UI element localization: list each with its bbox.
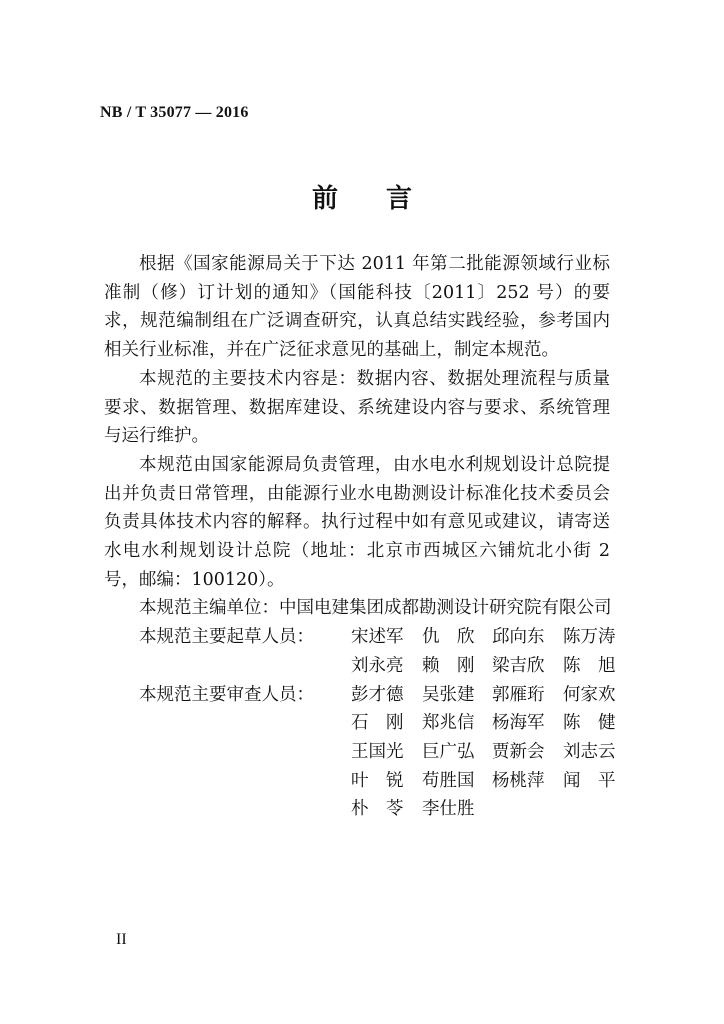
reviewer-name: 巨广弘 — [422, 741, 475, 762]
drafter-name: 刘永亮 — [351, 655, 404, 676]
page-number: II — [116, 931, 127, 948]
reviewer-name: 杨海军 — [492, 713, 545, 734]
standard-code: NB / T 35077 — 2016 — [100, 104, 249, 121]
reviewers-line-3 — [104, 738, 616, 767]
drafter-name: 赖 刚 — [422, 655, 475, 676]
reviewer-name: 闻 平 — [563, 770, 616, 791]
drafters-line-1 — [104, 623, 616, 652]
drafter-name: 仇 欣 — [422, 627, 475, 648]
chief-unit-label: 本规范主编单位： — [139, 598, 279, 619]
reviewer-name: 李仕胜 — [422, 799, 475, 820]
drafters-label: 本规范主要起草人员： — [139, 627, 314, 648]
paragraph-2: 本规范的主要技术内容是：数据内容、数据处理流程与质量要求、数据管理、数据库建设、系统建设内容与要求、系统管理与运行维护。 — [104, 368, 610, 447]
reviewers-line-4 — [104, 767, 616, 796]
reviewers-line-1 — [104, 681, 616, 710]
preface-body — [104, 250, 616, 824]
drafter-name: 宋述军 — [351, 627, 404, 648]
chief-unit-line — [104, 594, 610, 623]
reviewer-name: 贾新会 — [492, 741, 545, 762]
title-char-2: 言 — [386, 184, 413, 214]
reviewer-name: 刘志云 — [563, 741, 616, 762]
reviewer-name: 杨桃萍 — [492, 770, 545, 791]
reviewer-name: 彭才德 — [351, 684, 404, 705]
title-char-1: 前 — [311, 184, 338, 214]
reviewer-name: 吴张建 — [422, 684, 475, 705]
drafter-name: 陈万涛 — [563, 627, 616, 648]
reviewer-name: 郑兆信 — [422, 713, 475, 734]
reviewer-name: 王国光 — [351, 741, 404, 762]
reviewer-name: 苟胜国 — [422, 770, 475, 791]
paragraph-3: 本规范由国家能源局负责管理，由水电水利规划设计总院提出并负责日常管理，由能源行业水电勘测设计标准化技术委员会负责具体技术内容的解释。执行过程中如有意见或建议，请寄送水电水利规划设计总院（地址：北京市西城区六铺炕北小街 2 号，邮编：100120）。 — [104, 454, 610, 590]
paragraph-1: 根据《国家能源局关于下达 2011 年第二批能源领域行业标准制（修）订计划的通知》（国能科技〔2011〕252 号）的要求，规范编制组在广泛调查研究，认真总结实践经验，参考国内相关行业标准，并在广泛征求意见的基础上，制定本规范。 — [104, 254, 610, 361]
reviewers-line-2 — [104, 709, 616, 738]
drafter-name: 陈 旭 — [563, 655, 616, 676]
page-title — [0, 178, 724, 215]
reviewer-name: 叶 锐 — [351, 770, 404, 791]
chief-unit-value: 中国电建集团成都勘测设计研究院有限公司 — [279, 598, 612, 619]
reviewers-line-5 — [104, 795, 610, 824]
drafter-name: 梁吉欣 — [492, 655, 545, 676]
reviewer-name: 郭雁珩 — [492, 684, 545, 705]
drafter-name: 邱向东 — [492, 627, 545, 648]
reviewers-label: 本规范主要审查人员： — [139, 684, 314, 705]
reviewer-name: 朴 苓 — [351, 799, 404, 820]
reviewer-name: 何家欢 — [563, 684, 616, 705]
drafters-line-2 — [104, 652, 616, 681]
reviewer-name: 石 刚 — [351, 713, 404, 734]
reviewer-name: 陈 健 — [563, 713, 616, 734]
